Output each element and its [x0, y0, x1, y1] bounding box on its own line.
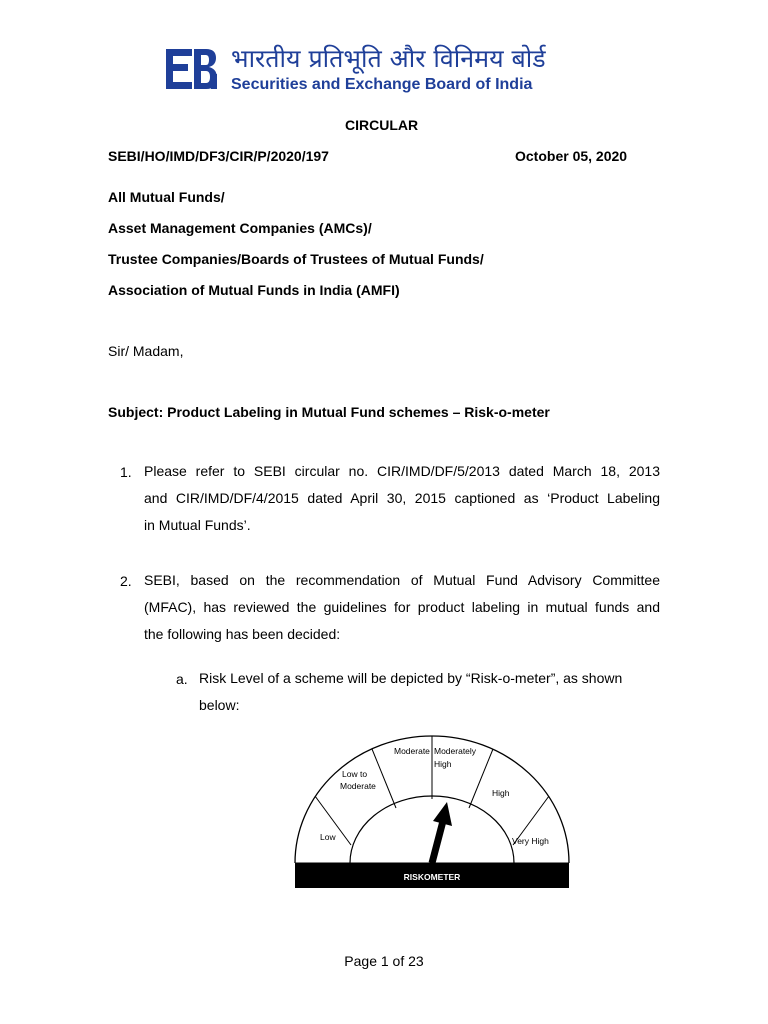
- doc-heading: CIRCULAR: [345, 117, 419, 133]
- list-number: 1.: [120, 464, 132, 480]
- addressee-line: All Mutual Funds/: [108, 189, 225, 205]
- text-line: SEBI, based on the recommendation of Mutual Fund Advisory Committee: [144, 572, 660, 588]
- risk-label-moderately-high: High: [434, 759, 452, 769]
- riskometer-needle: [432, 821, 443, 863]
- addressee-line: Trustee Companies/Boards of Trustees of Mutual Funds/: [108, 251, 484, 267]
- riskometer-divider: [372, 749, 396, 808]
- addressee-line: Asset Management Companies (AMCs)/: [108, 220, 372, 236]
- text-line: (MFAC), has reviewed the guidelines for product labeling in mutual funds and: [144, 599, 660, 615]
- risk-label-low-to-moderate: Low to: [342, 769, 368, 779]
- list-item-text: [144, 567, 660, 648]
- subject-line: Subject: Product Labeling in Mutual Fund schemes – Risk-o-meter: [108, 404, 550, 420]
- ref-number: SEBI/HO/IMD/DF3/CIR/P/2020/197: [108, 148, 329, 164]
- text-line: Please refer to SEBI circular no. CIR/IMD/DF/5/2013 dated March 18, 2013: [144, 463, 660, 479]
- text-line: and CIR/IMD/DF/4/2015 dated April 30, 2015 captioned as ‘Product Labeling: [144, 490, 660, 506]
- sub-list-item-text: [199, 665, 659, 719]
- hindi-org-name: भारतीय प्रतिभूति और विनिमय बोर्ड: [231, 44, 546, 73]
- text-line: in Mutual Funds’.: [144, 517, 251, 533]
- text-line: below:: [199, 697, 240, 713]
- sebi-logo-icon: [162, 45, 220, 93]
- text-line: Risk Level of a scheme will be depicted by “Risk-o-meter”, as shown: [199, 670, 623, 686]
- text-line: the following has been decided:: [144, 626, 341, 642]
- sub-list-letter: a.: [176, 671, 188, 687]
- list-number: 2.: [120, 573, 132, 589]
- addressee-line: Association of Mutual Funds in India (AMFI): [108, 282, 400, 298]
- riskometer-banner-label: RISKOMETER: [403, 872, 461, 882]
- risk-label-moderately-high: Moderately: [434, 746, 477, 756]
- org-name: Securities and Exchange Board of India: [231, 76, 533, 93]
- salutation: Sir/ Madam,: [108, 343, 184, 359]
- risk-label-very-high: Very High: [512, 836, 549, 846]
- riskometer-needle-head: [433, 802, 452, 826]
- risk-label-low-to-moderate: Moderate: [340, 781, 376, 791]
- circular-date: October 05, 2020: [515, 148, 628, 164]
- riskometer-divider: [469, 749, 493, 808]
- risk-label-high: High: [492, 788, 510, 798]
- list-item-text: [144, 458, 660, 539]
- risk-label-moderate: Moderate: [394, 746, 430, 756]
- page-number: Page 1 of 23: [344, 953, 424, 969]
- riskometer-graphic: [292, 733, 572, 891]
- risk-label-low: Low: [320, 832, 336, 842]
